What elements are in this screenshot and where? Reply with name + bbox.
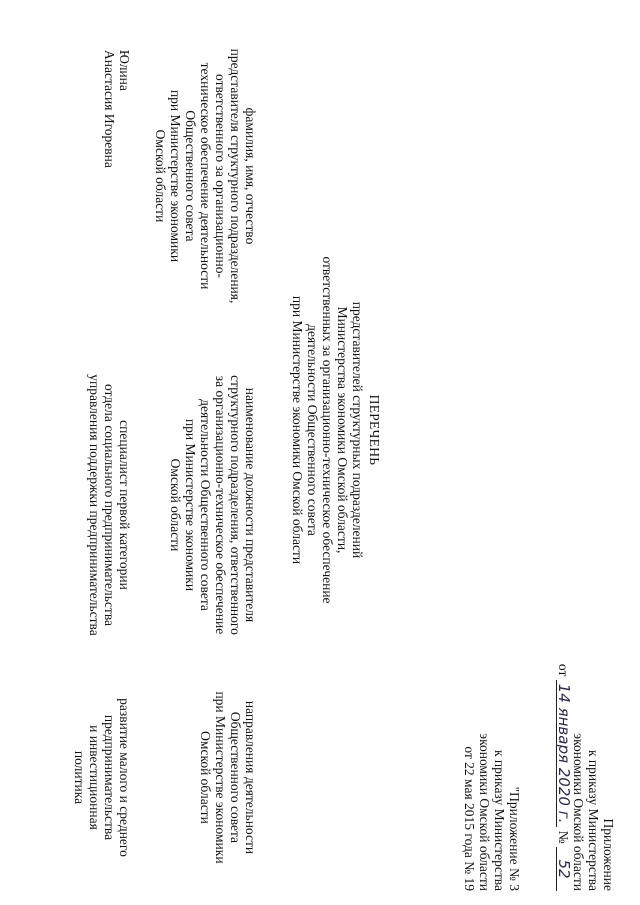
column-header-name [153,36,258,316]
prior-appendix-block [462,733,522,891]
heading-line: ответственных за организационно-техническое обеспечение [320,256,335,604]
header-line: техническое обеспечение деятельности [198,62,213,290]
header-line: Омской области [168,458,183,552]
appendix-line-3: экономики Омской области [571,733,586,891]
cell-activity-direction [72,660,132,895]
person-surname: Юлина [117,50,132,91]
prior-appendix-line-4: от 22 мая 2015 года № 19 [462,746,477,891]
appendix-order-line [556,664,571,891]
cell-line: и инвестиционная [87,725,102,830]
heading-line: при Министерстве экономики Омской области [290,295,305,565]
document-title: ПЕРЕЧЕНЬ [367,394,382,466]
appendix-block [556,664,616,891]
prior-appendix-line-1: "Приложение № 3 [507,786,522,891]
header-line: структурного подразделения, ответственного [228,375,243,635]
header-line: при Министерстве экономики [168,89,183,263]
handwritten-number: 52 [556,847,571,891]
person-given-names: Анастасия Игоревна [102,50,117,168]
header-line: направления деятельности [243,700,258,855]
column-header-directions [198,660,258,895]
prior-appendix-line-2: к приказу Министерства [492,749,507,891]
cell-line: специалист первой категории [117,420,132,590]
heading-line: деятельности Общественного совета [305,324,320,536]
cell-line: управления поддержки предпринимательства [87,374,102,636]
appendix-line-2: к приказу Министерства [586,749,601,891]
appendix-number-label: № [556,830,571,844]
handwritten-date: 14 января 2020 г. [556,680,571,828]
header-line: Омской области [153,129,168,223]
cell-line: развитие малого и среднего [117,698,132,857]
document-heading [290,215,382,645]
header-line: представителя структурного подразделения, [228,48,243,304]
cell-line: отдела социального предпринимательства [102,383,117,627]
header-line: Общественного совета [228,711,243,844]
cell-person-position [87,355,132,655]
header-line: наименование должности представителя [243,387,258,623]
header-line: при Министерстве экономики [213,691,228,864]
header-line: за организационно-техническое обеспечение [213,375,228,635]
cell-person-name [102,50,132,250]
header-line: Общественного совета [183,110,198,242]
cell-line: предпринимательства [102,714,117,841]
appendix-from-label: от [556,663,571,677]
heading-line: представителей структурных подразделений [350,301,365,559]
header-line: при Министерстве экономики [183,418,198,592]
column-header-position [168,355,258,655]
header-line: фамилия, имя, отчество [243,107,258,245]
heading-line: Министерства экономики Омской области, [335,306,350,554]
header-line: Омской области [198,731,213,824]
prior-appendix-line-3: экономики Омской области [477,733,492,891]
appendix-title: Приложение [601,818,616,891]
cell-line: политика [72,750,87,805]
header-line: деятельности Общественного совета [198,399,213,611]
header-line: ответственного за организационно- [213,74,228,278]
